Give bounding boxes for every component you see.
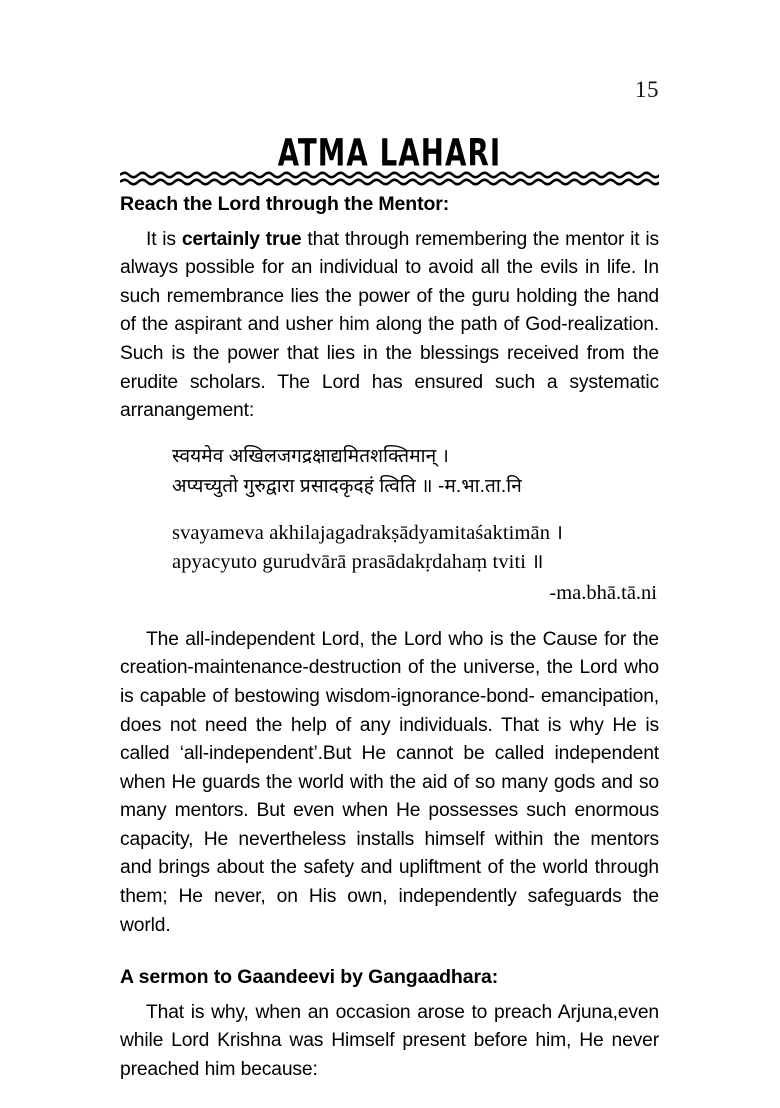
section-heading-reach-the-lord: Reach the Lord through the Mentor:: [120, 193, 450, 215]
paragraph-reach-the-lord: [120, 226, 659, 426]
verse-transliteration-line-2: apyacyuto gurudvārā prasādakṛdahaṃ tviti ॥: [172, 550, 544, 573]
verse-transliteration-line-1: svayameva akhilajagadrakṣādyamitaśaktimān ।: [172, 521, 564, 544]
paragraph-text-prefix: It is: [146, 228, 182, 250]
verse-transliteration: [172, 519, 659, 608]
page-title: ATMA LAHARI: [277, 130, 502, 175]
body-content: [120, 192, 659, 1085]
section-heading-sermon-to-gaandeevi: A sermon to Gaandeevi by Gangaadhara:: [120, 966, 499, 989]
verse-devanagari-line-1: स्वयमेव अखिलजगद्रक्षाद्यमितशक्तिमान् ।: [172, 445, 449, 467]
paragraph-all-independent-lord: The all-independent Lord, the Lord who is the Cause for the creation-maintenance-destruction of the universe, the Lord who is capable of bestowing wisdom-ignorance-bond- emancipation, does not need the help of any individuals. That is why He is called ‘all-independent’.But He cannot be called independent when He guards the world with the aid of so many gods and so many mentors. But even when He possesses such enormous capacity, He nevertheless installs himself within the mentors and brings about the safety and upliftment of the world through them; He never, on His own, independently safeguards the world.: [120, 628, 659, 936]
verse-devanagari-line-2: अप्यच्युतो गुरुद्वारा प्रसादकृदहं त्विति ॥ -म.भा.ता.नि: [172, 475, 522, 497]
verse-spacer: [120, 608, 659, 626]
verse-attribution: -ma.bhā.tā.ni: [549, 581, 657, 604]
paragraph-emphasis: certainly true: [181, 228, 302, 250]
paragraph-sermon-to-gaandeevi: That is why, when an occasion arose to preach Arjuna,even while Lord Krishna was Himself present before him, He never preached him because:: [120, 1001, 659, 1080]
wavy-divider: [120, 170, 659, 188]
page-number: 15: [635, 77, 659, 102]
paragraph-text-suffix: that through remembering the mentor it is always possible for an individual to avoid all the evils in life. In such remembrance lies the power of the guru holding the hand of the aspirant and usher him along the path of God-realization. Such is the power that lies in the blessings received from the erudite scholars. The Lord has ensured such a systematic arranangement:: [120, 228, 660, 422]
verse-devanagari: [172, 442, 659, 502]
